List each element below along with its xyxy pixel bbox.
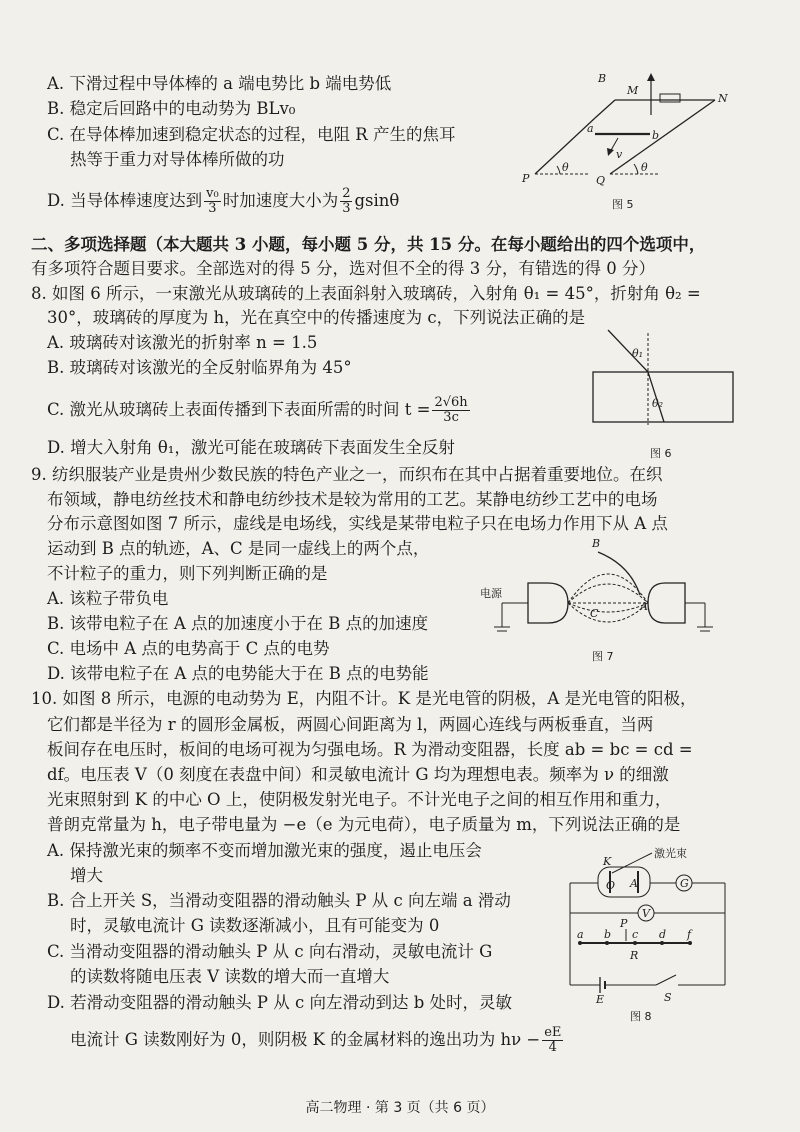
q9-option-b: B. 该带电粒子在 A 点的加速度小于在 B 点的加速度 <box>47 614 429 633</box>
label-c: C <box>590 607 599 620</box>
q10-option-a-line2: 增大 <box>70 866 103 885</box>
field-arrowhead <box>647 73 655 81</box>
q10-stem-line5: 光束照射到 K 的中心 O 上，使阴极发射光电子。不计光电子之间的相互作用和重力， <box>47 790 672 809</box>
frac-numerator: 2 <box>342 186 351 201</box>
label-q: Q <box>596 174 606 187</box>
label-node-c: c <box>632 928 639 941</box>
figure-8-caption: 图 8 <box>630 1010 652 1023</box>
q10-stem-line3: 板间存在电压时，板间的电场可视为匀强电场。R 为滑动变阻器，长度 ab = bc = cd = <box>47 740 693 759</box>
q10-stem-line1: 10. 如图 8 所示，电源的电动势为 E，内阻不计。K 是光电管的阴极，A 是光电管的阳极， <box>31 689 697 708</box>
frac-denominator: 4 <box>548 1040 557 1055</box>
figure-5-caption: 图 5 <box>612 198 634 211</box>
frac-denominator: 3 <box>208 201 217 216</box>
q9-stem-line3: 分布示意图如图 7 所示，虚线是电场线，实线是某带电粒子只在电场力作用下从 A 点 <box>47 514 668 533</box>
particle-trajectory <box>598 552 640 595</box>
resistor-r <box>660 94 680 102</box>
q8-option-d: D. 增大入射角 θ₁，激光可能在玻璃砖下表面发生全反射 <box>47 438 455 457</box>
q7-d-fraction2 <box>340 187 352 216</box>
node-a <box>578 941 582 945</box>
switch-blade <box>656 975 676 985</box>
figure-6-diagram <box>590 325 740 440</box>
q8-c-text: C. 激光从玻璃砖上表面传播到下表面所需的时间 t = <box>47 400 431 419</box>
label-node-a: a <box>577 928 584 941</box>
label-b: B <box>592 537 601 550</box>
q10-option-b-line2: 时，灵敏电流计 G 读数逐渐减小，且有可能变为 0 <box>70 916 440 935</box>
q7-d-fraction1 <box>204 187 221 216</box>
label-power-source: 电源 <box>480 587 502 600</box>
figure-7-caption: 图 7 <box>592 650 614 663</box>
label-n: N <box>718 92 728 105</box>
emitter-electrode <box>528 583 568 623</box>
node-b <box>605 941 609 945</box>
label-e: E <box>596 993 605 1006</box>
q8-stem-line1: 8. 如图 6 所示，一束激光从玻璃砖的上表面斜射入玻璃砖，入射角 θ₁ = 45°，折射角 θ₂ = <box>31 284 701 303</box>
q7-option-a: A. 下滑过程中导体棒的 a 端电势比 b 端电势低 <box>47 74 392 93</box>
q8-stem-line2: 30°，玻璃砖的厚度为 h，光在真空中的传播速度为 c，下列说法正确的是 <box>47 308 586 327</box>
frac-denominator: 3c <box>443 410 459 425</box>
q8-option-b: B. 玻璃砖对该激光的全反射临界角为 45° <box>47 358 352 377</box>
q9-stem-line4: 运动到 B 点的轨迹，A、C 是同一虚线上的两个点， <box>47 539 430 558</box>
node-d <box>660 941 664 945</box>
q8-option-c <box>47 396 472 425</box>
label-node-b: b <box>604 928 612 941</box>
q10-option-d-line1: D. 若滑动变阻器的滑动触头 P 从 c 向左滑动到达 b 处时，灵敏 <box>47 993 513 1012</box>
q7-d-text-mid: 时加速度大小为 <box>222 191 339 210</box>
label-theta2: θ₂ <box>652 397 664 410</box>
q10-d-text: 电流计 G 读数刚好为 0，则阴极 K 的金属材料的逸出功为 hν − <box>70 1030 541 1049</box>
rail-qn <box>610 100 715 174</box>
q10-option-a-line1: A. 保持激光束的频率不变而增加激光束的强度，遏止电压会 <box>47 841 482 860</box>
q7-d-text-pre: D. 当导体棒速度达到 <box>47 191 203 210</box>
q9-option-d: D. 该带电粒子在 A 点的电势能大于在 B 点的电势能 <box>47 664 429 683</box>
label-node-f: f <box>687 928 692 941</box>
label-k: K <box>603 855 612 868</box>
section-2-header-line1: 二、多项选择题（本大题共 3 小题，每小题 5 分，共 15 分。在每小题给出的四个选项中， <box>31 235 706 254</box>
label-a: A <box>630 877 638 890</box>
label-r: R <box>630 949 639 962</box>
q9-stem-line5: 不计粒子的重力，则下列判断正确的是 <box>47 564 328 583</box>
velocity-arrowhead <box>607 148 614 156</box>
label-theta-right: θ <box>641 161 648 174</box>
node-c <box>633 941 637 945</box>
section-2-header-line2: 有多项符合题目要求。全部选对的得 5 分，选对但不全的得 3 分，有错选的得 0 分） <box>31 259 655 278</box>
page-footer: 高二物理 · 第 3 页（共 6 页） <box>305 1100 495 1116</box>
q7-d-text-post: gsinθ <box>354 191 400 210</box>
label-theta1: θ₁ <box>632 347 644 360</box>
frac-denominator: 3 <box>342 201 351 216</box>
field-lines <box>568 574 648 622</box>
label-v: v <box>616 148 623 161</box>
frac-numerator: eE <box>544 1025 562 1040</box>
q10-option-c-line1: C. 当滑动变阻器的滑动触头 P 从 c 向右滑动，灵敏电流计 G <box>47 942 493 961</box>
node-f <box>688 941 692 945</box>
collector-electrode <box>648 583 685 623</box>
q9-stem-line1: 9. 纺织服装产业是贵州少数民族的特色产业之一，而织布在其中占据着重要地位。在织 <box>31 465 663 484</box>
frac-numerator: 2√6h <box>434 395 468 410</box>
figure-8-diagram <box>560 845 740 1005</box>
label-theta-left: θ <box>562 161 569 174</box>
label-o: O <box>606 879 616 892</box>
q7-option-d <box>47 187 399 216</box>
label-node-d: d <box>659 928 667 941</box>
q9-stem-line2: 布领域，静电纺丝技术和静电纺纱技术是较为常用的工艺。某静电纺纱工艺中的电场 <box>47 490 658 509</box>
label-b: B <box>598 72 607 85</box>
label-a: A <box>640 600 648 613</box>
label-laser-beam: 激光束 <box>654 847 687 860</box>
q10-option-b-line1: B. 合上开关 S，当滑动变阻器的滑动触头 P 从 c 向左端 a 滑动 <box>47 891 511 910</box>
label-s: S <box>664 991 672 1004</box>
label-v: V <box>642 907 650 920</box>
q7-option-b: B. 稳定后回路中的电动势为 BLv₀ <box>47 99 296 118</box>
q10-stem-line2: 它们都是半径为 r 的圆形金属板，两圆心间距离为 l，两圆心连线与两板垂直，当两 <box>47 715 654 734</box>
label-p: P <box>620 917 628 930</box>
q10-stem-line6: 普朗克常量为 h，电子带电量为 −e（e 为元电荷），电子质量为 m，下列说法正确的是 <box>47 815 681 834</box>
q7-option-c-line2: 热等于重力对导体棒所做的功 <box>70 150 285 169</box>
q7-option-c-line1: C. 在导体棒加速到稳定状态的过程，电阻 R 产生的焦耳 <box>47 125 456 144</box>
label-b-end: b <box>652 129 660 142</box>
angle-arc-right <box>634 164 638 174</box>
figure-7-diagram <box>480 535 730 645</box>
q9-option-c: C. 电场中 A 点的电势高于 C 点的电势 <box>47 639 330 658</box>
rail-am <box>595 100 615 118</box>
angle-arc-left <box>557 166 560 174</box>
label-m: M <box>627 84 639 97</box>
q10-d-fraction <box>542 1026 563 1055</box>
frac-numerator: v₀ <box>206 186 219 201</box>
q10-option-d-line2 <box>70 1026 565 1055</box>
q8-c-fraction <box>432 396 469 425</box>
q10-option-c-line2: 的读数将随电压表 V 读数的增大而一直增大 <box>70 967 390 986</box>
q9-option-a: A. 该粒子带负电 <box>47 589 169 608</box>
q8-option-a: A. 玻璃砖对该激光的折射率 n = 1.5 <box>47 333 318 352</box>
label-a: a <box>587 122 594 135</box>
q10-stem-line4: df。电压表 V（0 刻度在表盘中间）和灵敏电流计 G 均为理想电表。频率为 ν 的细激 <box>47 765 669 784</box>
figure-6-caption: 图 6 <box>650 447 672 460</box>
label-p: P <box>522 172 530 185</box>
label-g: G <box>680 877 689 890</box>
